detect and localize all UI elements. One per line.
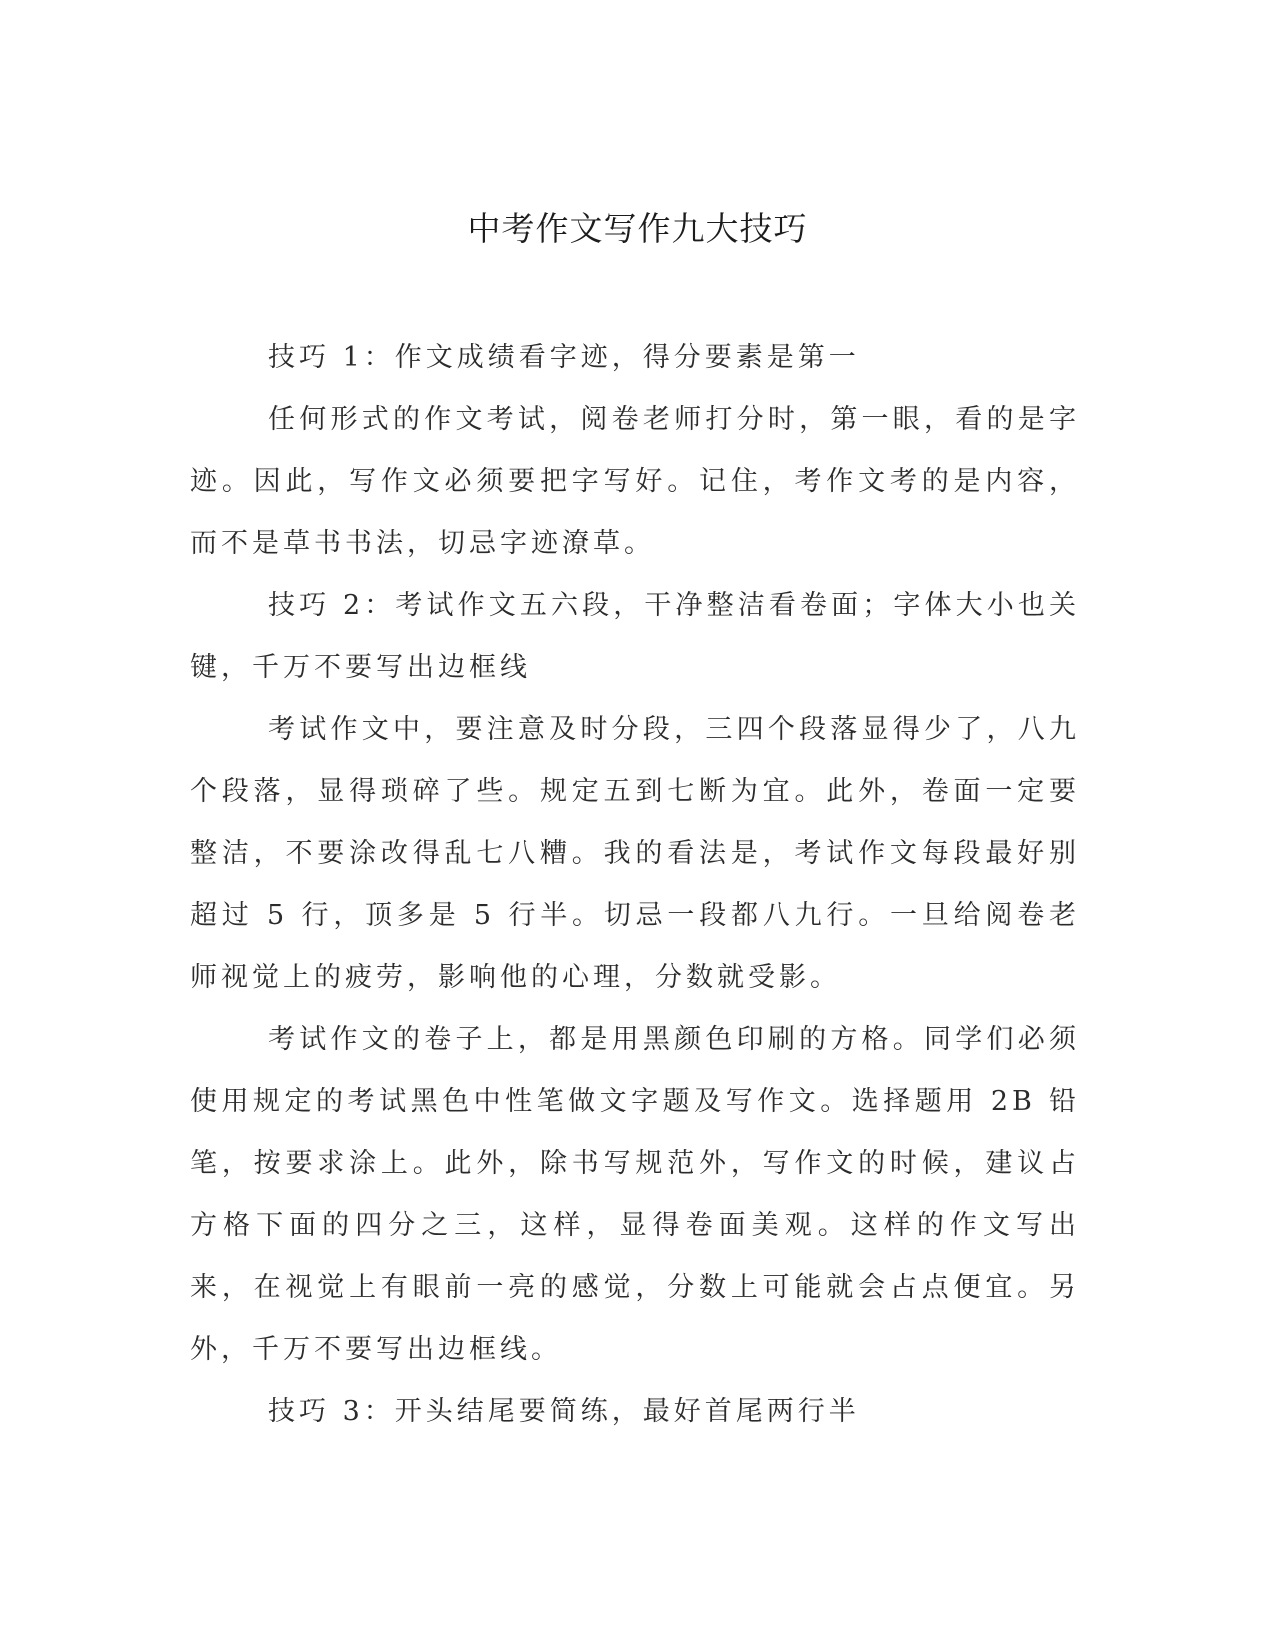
tip-3-heading: 技巧 3：开头结尾要简练，最好首尾两行半 xyxy=(268,1396,860,1427)
document-body xyxy=(190,327,1080,1443)
tip-2-heading: 技巧 2：考试作文五六段，干净整洁看卷面；字体大小也关键，千万不要写出边框线 xyxy=(190,590,1080,683)
tip-1-paragraph: 任何形式的作文考试，阅卷老师打分时，第一眼，看的是字迹。因此，写作文必须要把字写好。记住，考作文考的是内容，而不是草书书法，切忌字迹潦草。 xyxy=(190,404,1080,559)
tip-2-paragraph-1: 考试作文中，要注意及时分段，三四个段落显得少了，八九个段落，显得琐碎了些。规定五到七断为宜。此外，卷面一定要整洁，不要涂改得乱七八糟。我的看法是，考试作文每段最好别超过 5 行，顶多是 5 行半。切忌一段都八九行。一旦给阅卷老师视觉上的疲劳，影响他的心理，分数就受影。 xyxy=(190,714,1080,993)
tip-2-paragraph-2: 考试作文的卷子上，都是用黑颜色印刷的方格。同学们必须使用规定的考试黑色中性笔做文字题及写作文。选择题用 2B 铅笔，按要求涂上。此外，除书写规范外，写作文的时候，建议占方格下面的四分之三，这样，显得卷面美观。这样的作文写出来，在视觉上有眼前一亮的感觉，分数上可能就会占点便宜。另外，千万不要写出边框线。 xyxy=(190,1024,1080,1365)
tip-1-heading: 技巧 1：作文成绩看字迹，得分要素是第一 xyxy=(268,342,860,373)
document-title: 中考作文写作九大技巧 xyxy=(467,209,808,248)
